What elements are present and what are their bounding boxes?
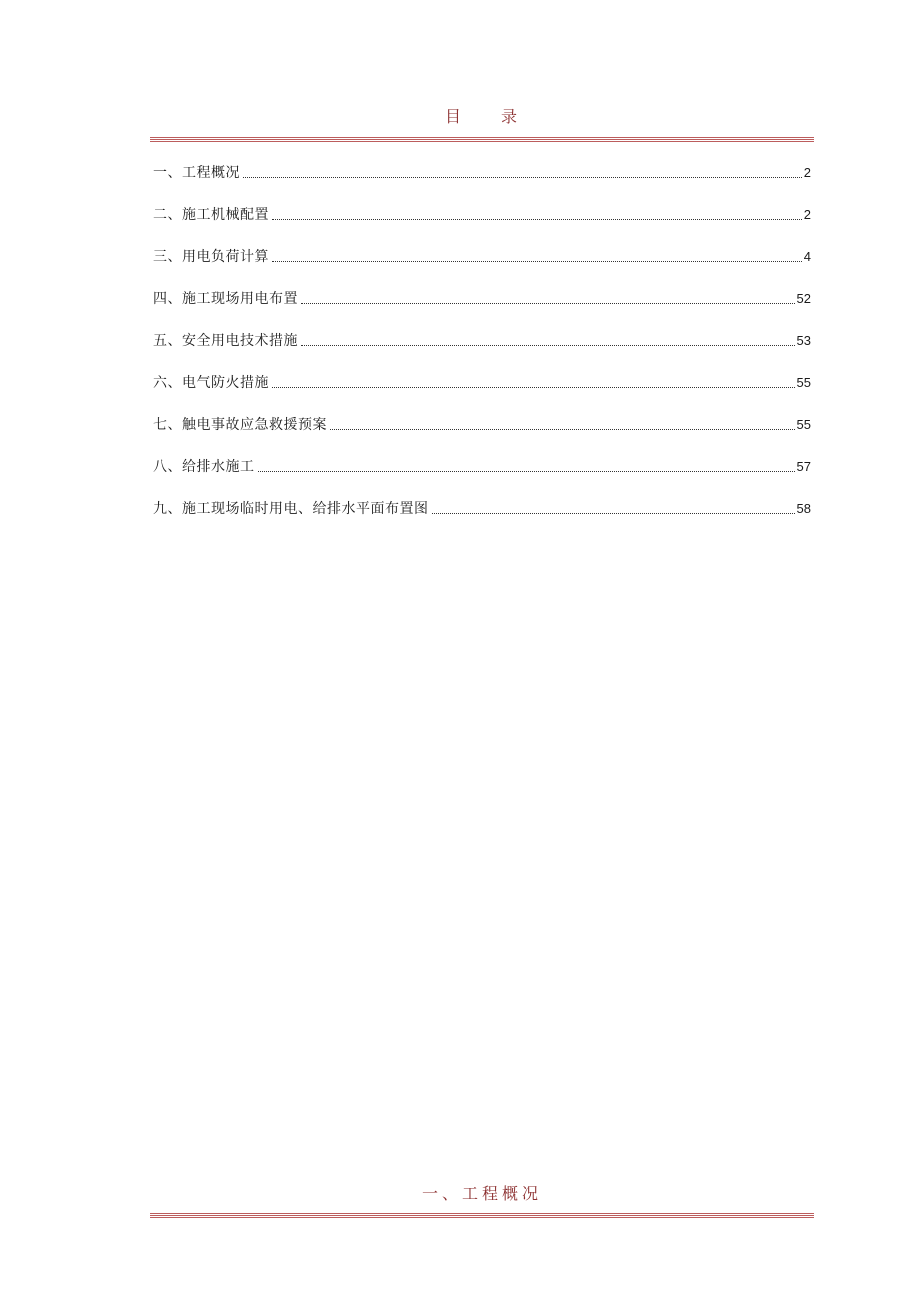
toc-entry-page: 2: [803, 207, 811, 222]
toc-entry-page: 52: [796, 291, 811, 306]
toc-entry[interactable]: [153, 479, 811, 521]
toc-entry-page: 53: [796, 333, 811, 348]
toc-dot-leader: [330, 428, 795, 430]
toc-entry[interactable]: [153, 311, 811, 353]
section-divider: [150, 1213, 814, 1218]
toc-dot-leader: [272, 386, 795, 388]
toc-dot-leader: [301, 344, 795, 346]
toc-dot-leader: [258, 470, 795, 472]
toc-entry[interactable]: [153, 437, 811, 479]
toc-entry-page: 55: [796, 375, 811, 390]
toc-entry-label: 三、用电负荷计算: [153, 249, 269, 265]
toc-entry-page: 58: [796, 501, 811, 516]
toc-entry-page: 55: [796, 417, 811, 432]
toc-entry[interactable]: [153, 143, 811, 185]
toc-entry[interactable]: [153, 269, 811, 311]
toc-entry[interactable]: [153, 395, 811, 437]
toc-dot-leader: [432, 512, 795, 514]
toc-entry[interactable]: [153, 227, 811, 269]
toc-entry[interactable]: [153, 185, 811, 227]
toc-entry-label: 七、触电事故应急救援预案: [153, 417, 327, 433]
toc-title: [150, 104, 814, 127]
toc-entry-page: 4: [803, 249, 811, 264]
toc-divider: [150, 137, 814, 142]
toc-entry-label: 一、工程概况: [153, 165, 240, 181]
toc-title-right: 录: [501, 107, 520, 126]
toc-entry-page: 2: [803, 165, 811, 180]
toc-dot-leader: [272, 218, 802, 220]
toc-entry-label: 五、安全用电技术措施: [153, 333, 298, 349]
toc-entry-page: 57: [796, 459, 811, 474]
toc-list: [153, 143, 811, 521]
toc-entry-label: 二、施工机械配置: [153, 207, 269, 223]
toc-title-left: 目: [444, 107, 463, 126]
toc-dot-leader: [301, 302, 795, 304]
toc-entry[interactable]: [153, 353, 811, 395]
toc-dot-leader: [272, 260, 802, 262]
section-heading: 一、工程概况: [421, 1184, 542, 1203]
toc-entry-label: 四、施工现场用电布置: [153, 291, 298, 307]
toc-entry-label: 九、施工现场临时用电、给排水平面布置图: [153, 501, 429, 517]
toc-entry-label: 八、给排水施工: [153, 459, 255, 475]
toc-dot-leader: [243, 176, 802, 178]
toc-entry-label: 六、电气防火措施: [153, 375, 269, 391]
